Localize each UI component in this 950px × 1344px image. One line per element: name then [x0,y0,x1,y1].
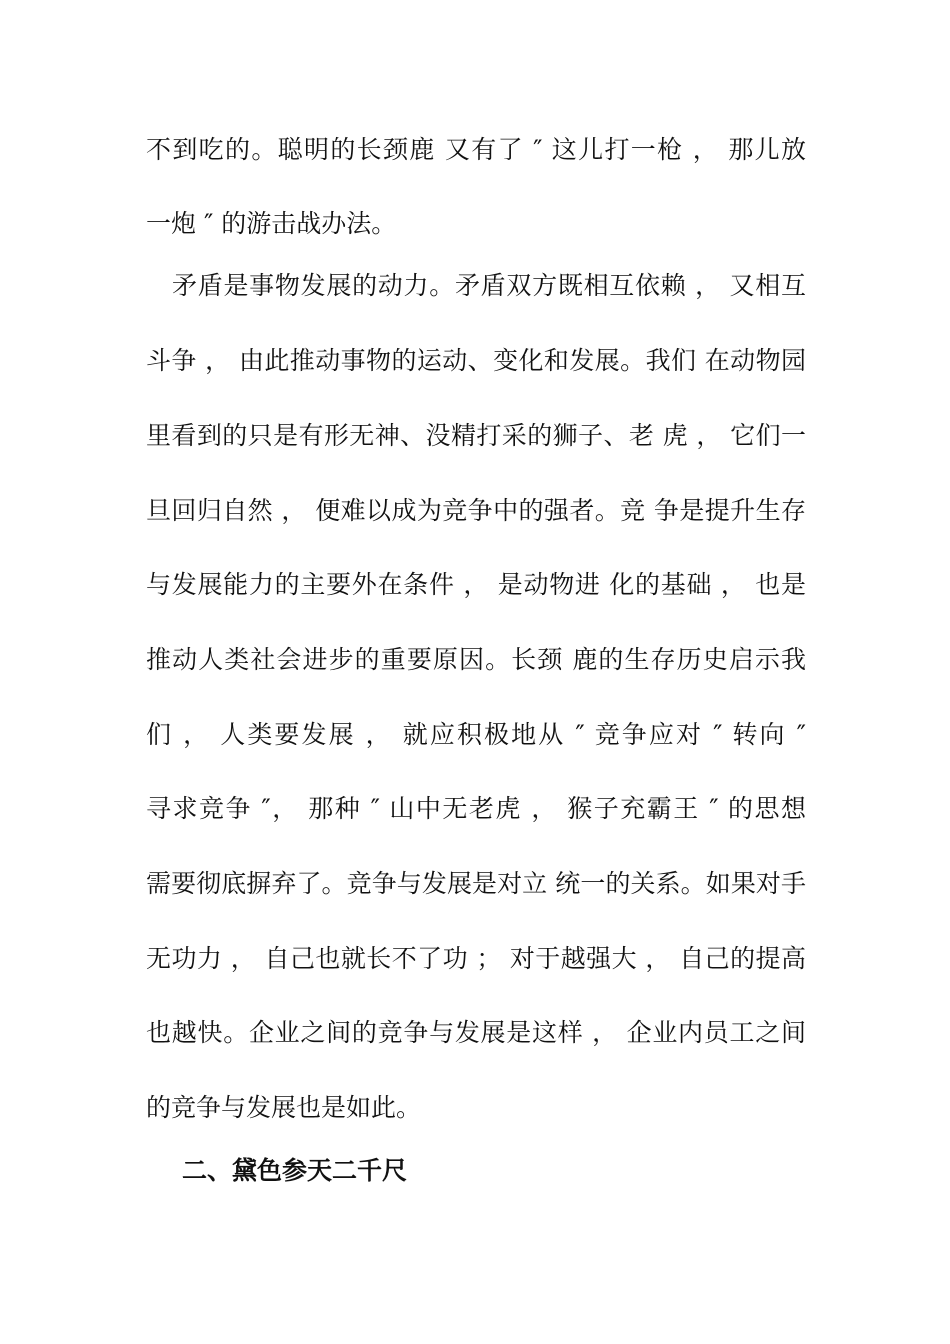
text-line: 需要彻底摒弃了。竞争与发展是对立 统一的关系。如果对手 [146,869,806,898]
text-line: 们 ， 人类要发展 ， 就应积极地从 ″ 竞争应对 ″ 转向 ″ [146,720,806,749]
text-line: 推动人类社会进步的重要原因。长颈 鹿的生存历史启示我 [146,645,806,674]
text-line: 一炮 ″ 的游击战办法。 [146,209,397,238]
text-line: 的竞争与发展也是如此。 [146,1093,422,1122]
text-line: 里看到的只是有形无神、没精打采的狮子、老 虎 ， 它们一 [146,421,806,450]
text-line: 不到吃的。聪明的长颈鹿 又有了 ″ 这儿打一枪 ， 那儿放 [146,135,806,164]
text-line: 旦回归自然 ， 便难以成为竞争中的强者。竞 争是提升生存 [146,496,806,525]
text-line: 也越快。企业之间的竞争与发展是这样 ， 企业内员工之间 [146,1018,806,1047]
text-line: 矛盾是事物发展的动力。矛盾双方既相互依赖 ， 又相互 [172,271,806,300]
text-line: 斗争 ， 由此推动事物的运动、变化和发展。我们 在动物园 [146,346,806,375]
section-heading: 二、黛色参天二千尺 [182,1156,408,1185]
text-line: 寻求竞争 ″， 那种 ″ 山中无老虎 ， 猴子充霸王 ″ 的思想 [146,794,806,823]
text-line: 无功力 ， 自己也就长不了功 ； 对于越强大 ， 自己的提高 [146,944,806,973]
text-line: 与发展能力的主要外在条件 ， 是动物进 化的基础 ， 也是 [146,570,806,599]
